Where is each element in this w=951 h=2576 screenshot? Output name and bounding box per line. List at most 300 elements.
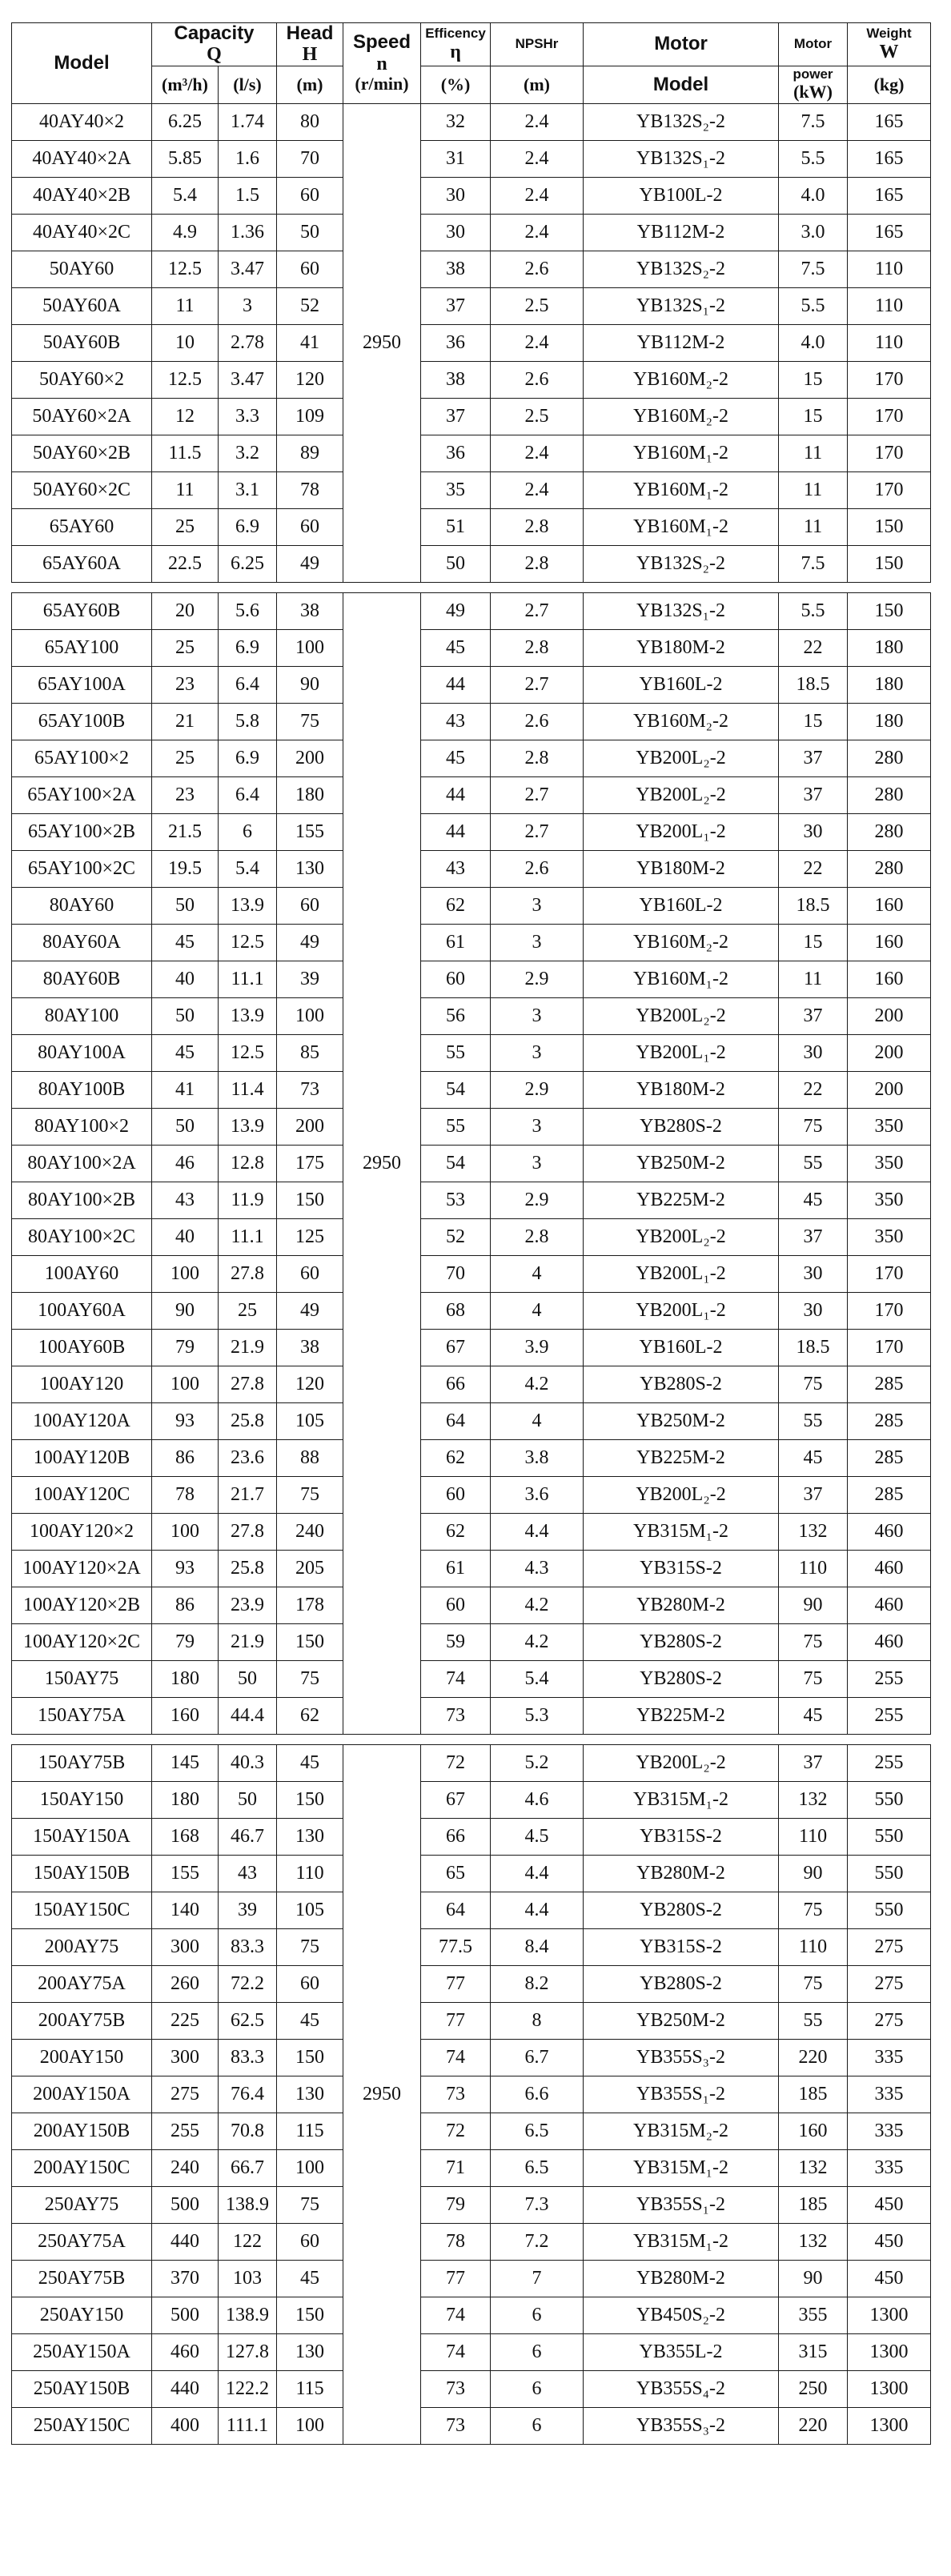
cell-motor-power: 75 bbox=[779, 1965, 848, 2002]
cell-capacity-m3h: 4.9 bbox=[152, 214, 219, 251]
cell-motor-model: YB160L-2 bbox=[584, 1329, 779, 1366]
cell-capacity-m3h: 100 bbox=[152, 1366, 219, 1402]
cell-capacity-ls: 12.5 bbox=[219, 1034, 277, 1071]
cell-weight: 285 bbox=[848, 1439, 931, 1476]
cell-weight: 200 bbox=[848, 1034, 931, 1071]
cell-npshr: 2.7 bbox=[491, 592, 584, 629]
cell-weight: 160 bbox=[848, 887, 931, 924]
table-row bbox=[12, 2407, 931, 2444]
cell-motor-model: YB280S-2 bbox=[584, 1965, 779, 2002]
cell-capacity-m3h: 12.5 bbox=[152, 251, 219, 287]
cell-model: 65AY100×2B bbox=[12, 813, 152, 850]
header-head-unit: (m) bbox=[277, 66, 343, 103]
cell-efficiency: 49 bbox=[421, 592, 491, 629]
cell-npshr: 4.4 bbox=[491, 1892, 584, 1928]
cell-weight: 335 bbox=[848, 2039, 931, 2076]
cell-weight: 255 bbox=[848, 1697, 931, 1734]
cell-weight: 350 bbox=[848, 1182, 931, 1218]
cell-model: 250AY75A bbox=[12, 2223, 152, 2260]
cell-capacity-ls: 27.8 bbox=[219, 1366, 277, 1402]
cell-head: 50 bbox=[277, 214, 343, 251]
cell-model: 150AY150C bbox=[12, 1892, 152, 1928]
cell-capacity-ls: 138.9 bbox=[219, 2186, 277, 2223]
cell-npshr: 2.7 bbox=[491, 666, 584, 703]
cell-motor-power: 110 bbox=[779, 1928, 848, 1965]
header-efficiency: Efficency η bbox=[421, 23, 491, 66]
cell-motor-power: 30 bbox=[779, 1255, 848, 1292]
cell-npshr: 3.9 bbox=[491, 1329, 584, 1366]
cell-capacity-ls: 23.6 bbox=[219, 1439, 277, 1476]
cell-motor-model: YB180M-2 bbox=[584, 1071, 779, 1108]
cell-weight: 170 bbox=[848, 1329, 931, 1366]
cell-capacity-ls: 6.9 bbox=[219, 629, 277, 666]
cell-head: 178 bbox=[277, 1587, 343, 1623]
cell-weight: 280 bbox=[848, 740, 931, 776]
table-row bbox=[12, 2297, 931, 2333]
cell-capacity-m3h: 12.5 bbox=[152, 361, 219, 398]
cell-npshr: 2.4 bbox=[491, 471, 584, 508]
cell-npshr: 7.2 bbox=[491, 2223, 584, 2260]
cell-motor-power: 15 bbox=[779, 703, 848, 740]
cell-capacity-m3h: 12 bbox=[152, 398, 219, 435]
cell-motor-model: YB200L₂-2 bbox=[584, 1476, 779, 1513]
cell-weight: 280 bbox=[848, 813, 931, 850]
cell-npshr: 2.9 bbox=[491, 961, 584, 997]
cell-efficiency: 64 bbox=[421, 1402, 491, 1439]
cell-npshr: 5.4 bbox=[491, 1660, 584, 1697]
cell-capacity-m3h: 40 bbox=[152, 1218, 219, 1255]
cell-motor-model: YB160M₂-2 bbox=[584, 924, 779, 961]
cell-capacity-m3h: 260 bbox=[152, 1965, 219, 2002]
cell-weight: 170 bbox=[848, 435, 931, 471]
cell-npshr: 2.6 bbox=[491, 251, 584, 287]
cell-head: 100 bbox=[277, 2407, 343, 2444]
cell-capacity-ls: 25 bbox=[219, 1292, 277, 1329]
cell-efficiency: 66 bbox=[421, 1366, 491, 1402]
cell-npshr: 2.6 bbox=[491, 703, 584, 740]
table-row bbox=[12, 1366, 931, 1402]
cell-efficiency: 54 bbox=[421, 1145, 491, 1182]
cell-motor-model: YB160M₁-2 bbox=[584, 508, 779, 545]
cell-motor-power: 18.5 bbox=[779, 666, 848, 703]
cell-capacity-ls: 1.74 bbox=[219, 103, 277, 140]
cell-model: 100AY60A bbox=[12, 1292, 152, 1329]
cell-model: 100AY60 bbox=[12, 1255, 152, 1292]
cell-motor-power: 11 bbox=[779, 435, 848, 471]
cell-motor-model: YB200L₁-2 bbox=[584, 1292, 779, 1329]
header-capacity-unit-m3h: (m³/h) bbox=[152, 66, 219, 103]
table-row bbox=[12, 1218, 931, 1255]
cell-capacity-ls: 11.1 bbox=[219, 961, 277, 997]
cell-weight: 150 bbox=[848, 508, 931, 545]
cell-model: 65AY100×2C bbox=[12, 850, 152, 887]
table-row bbox=[12, 740, 931, 776]
cell-npshr: 2.9 bbox=[491, 1071, 584, 1108]
cell-model: 200AY75B bbox=[12, 2002, 152, 2039]
cell-npshr: 8.2 bbox=[491, 1965, 584, 2002]
table-row bbox=[12, 2113, 931, 2149]
cell-head: 130 bbox=[277, 850, 343, 887]
table-row bbox=[12, 103, 931, 140]
cell-capacity-m3h: 20 bbox=[152, 592, 219, 629]
cell-efficiency: 62 bbox=[421, 1439, 491, 1476]
cell-efficiency: 36 bbox=[421, 435, 491, 471]
cell-head: 62 bbox=[277, 1697, 343, 1734]
cell-capacity-ls: 6 bbox=[219, 813, 277, 850]
cell-capacity-ls: 6.4 bbox=[219, 666, 277, 703]
cell-capacity-ls: 27.8 bbox=[219, 1513, 277, 1550]
cell-efficiency: 65 bbox=[421, 1855, 491, 1892]
cell-motor-power: 250 bbox=[779, 2370, 848, 2407]
cell-capacity-ls: 25.8 bbox=[219, 1402, 277, 1439]
cell-motor-model: YB160M₁-2 bbox=[584, 961, 779, 997]
cell-motor-model: YB132S₂-2 bbox=[584, 545, 779, 582]
cell-model: 100AY120 bbox=[12, 1366, 152, 1402]
cell-weight: 280 bbox=[848, 776, 931, 813]
table-row bbox=[12, 2076, 931, 2113]
cell-npshr: 2.4 bbox=[491, 214, 584, 251]
cell-capacity-m3h: 90 bbox=[152, 1292, 219, 1329]
cell-efficiency: 64 bbox=[421, 1892, 491, 1928]
table-row bbox=[12, 1513, 931, 1550]
cell-npshr: 2.6 bbox=[491, 361, 584, 398]
cell-efficiency: 52 bbox=[421, 1218, 491, 1255]
cell-model: 250AY75 bbox=[12, 2186, 152, 2223]
cell-capacity-m3h: 25 bbox=[152, 629, 219, 666]
cell-capacity-m3h: 19.5 bbox=[152, 850, 219, 887]
cell-motor-power: 355 bbox=[779, 2297, 848, 2333]
cell-motor-power: 185 bbox=[779, 2076, 848, 2113]
cell-capacity-ls: 50 bbox=[219, 1660, 277, 1697]
cell-weight: 165 bbox=[848, 214, 931, 251]
cell-efficiency: 38 bbox=[421, 251, 491, 287]
table-row bbox=[12, 1587, 931, 1623]
cell-model: 50AY60×2B bbox=[12, 435, 152, 471]
cell-capacity-ls: 72.2 bbox=[219, 1965, 277, 2002]
cell-efficiency: 73 bbox=[421, 2407, 491, 2444]
cell-npshr: 6 bbox=[491, 2370, 584, 2407]
cell-npshr: 2.8 bbox=[491, 629, 584, 666]
cell-model: 40AY40×2B bbox=[12, 177, 152, 214]
cell-motor-power: 4.0 bbox=[779, 324, 848, 361]
cell-motor-model: YB225M-2 bbox=[584, 1697, 779, 1734]
cell-motor-power: 37 bbox=[779, 776, 848, 813]
pump-spec-sheet bbox=[11, 22, 930, 2445]
cell-npshr: 4 bbox=[491, 1402, 584, 1439]
cell-motor-power: 5.5 bbox=[779, 287, 848, 324]
cell-npshr: 2.6 bbox=[491, 850, 584, 887]
cell-weight: 350 bbox=[848, 1145, 931, 1182]
cell-weight: 275 bbox=[848, 1928, 931, 1965]
table-row bbox=[12, 2149, 931, 2186]
cell-motor-power: 5.5 bbox=[779, 140, 848, 177]
cell-motor-model: YB280S-2 bbox=[584, 1108, 779, 1145]
cell-npshr: 4.3 bbox=[491, 1550, 584, 1587]
table-row bbox=[12, 140, 931, 177]
cell-efficiency: 55 bbox=[421, 1108, 491, 1145]
cell-weight: 285 bbox=[848, 1366, 931, 1402]
cell-motor-model: YB132S₂-2 bbox=[584, 103, 779, 140]
cell-npshr: 2.8 bbox=[491, 740, 584, 776]
cell-head: 175 bbox=[277, 1145, 343, 1182]
cell-capacity-m3h: 21 bbox=[152, 703, 219, 740]
cell-model: 150AY150B bbox=[12, 1855, 152, 1892]
cell-weight: 460 bbox=[848, 1550, 931, 1587]
cell-head: 150 bbox=[277, 1182, 343, 1218]
cell-motor-power: 75 bbox=[779, 1623, 848, 1660]
cell-model: 50AY60A bbox=[12, 287, 152, 324]
cell-capacity-m3h: 93 bbox=[152, 1550, 219, 1587]
cell-motor-model: YB160M₁-2 bbox=[584, 435, 779, 471]
cell-motor-model: YB280S-2 bbox=[584, 1660, 779, 1697]
cell-motor-model: YB132S₂-2 bbox=[584, 251, 779, 287]
cell-head: 130 bbox=[277, 2333, 343, 2370]
cell-npshr: 2.8 bbox=[491, 545, 584, 582]
cell-efficiency: 32 bbox=[421, 103, 491, 140]
cell-speed: 2950 bbox=[343, 1744, 421, 2444]
cell-motor-model: YB225M-2 bbox=[584, 1439, 779, 1476]
table-row bbox=[12, 324, 931, 361]
cell-capacity-ls: 3.47 bbox=[219, 361, 277, 398]
table-row bbox=[12, 471, 931, 508]
cell-capacity-ls: 25.8 bbox=[219, 1550, 277, 1587]
table-row bbox=[12, 666, 931, 703]
cell-capacity-m3h: 155 bbox=[152, 1855, 219, 1892]
cell-motor-power: 30 bbox=[779, 1034, 848, 1071]
cell-model: 150AY75A bbox=[12, 1697, 152, 1734]
table-row bbox=[12, 703, 931, 740]
cell-weight: 285 bbox=[848, 1402, 931, 1439]
cell-model: 100AY120×2A bbox=[12, 1550, 152, 1587]
table-row bbox=[12, 2370, 931, 2407]
cell-weight: 460 bbox=[848, 1623, 931, 1660]
cell-capacity-ls: 2.78 bbox=[219, 324, 277, 361]
cell-weight: 110 bbox=[848, 324, 931, 361]
table-row bbox=[12, 177, 931, 214]
cell-efficiency: 53 bbox=[421, 1182, 491, 1218]
cell-model: 50AY60B bbox=[12, 324, 152, 361]
cell-capacity-ls: 1.5 bbox=[219, 177, 277, 214]
cell-npshr: 8.4 bbox=[491, 1928, 584, 1965]
cell-head: 200 bbox=[277, 1108, 343, 1145]
cell-efficiency: 60 bbox=[421, 1476, 491, 1513]
cell-motor-power: 22 bbox=[779, 1071, 848, 1108]
cell-weight: 350 bbox=[848, 1108, 931, 1145]
cell-efficiency: 44 bbox=[421, 666, 491, 703]
cell-efficiency: 44 bbox=[421, 776, 491, 813]
cell-capacity-ls: 40.3 bbox=[219, 1744, 277, 1781]
cell-npshr: 2.4 bbox=[491, 103, 584, 140]
cell-motor-power: 15 bbox=[779, 398, 848, 435]
table-row bbox=[12, 1550, 931, 1587]
cell-efficiency: 72 bbox=[421, 2113, 491, 2149]
cell-motor-power: 90 bbox=[779, 1855, 848, 1892]
cell-head: 130 bbox=[277, 1818, 343, 1855]
cell-model: 40AY40×2 bbox=[12, 103, 152, 140]
cell-capacity-ls: 3.1 bbox=[219, 471, 277, 508]
cell-motor-model: YB160M₂-2 bbox=[584, 398, 779, 435]
pump-spec-table bbox=[11, 22, 931, 2445]
cell-capacity-ls: 62.5 bbox=[219, 2002, 277, 2039]
header-efficiency-unit: (%) bbox=[421, 66, 491, 103]
cell-capacity-m3h: 300 bbox=[152, 2039, 219, 2076]
cell-efficiency: 54 bbox=[421, 1071, 491, 1108]
cell-model: 250AY75B bbox=[12, 2260, 152, 2297]
cell-capacity-m3h: 100 bbox=[152, 1513, 219, 1550]
cell-head: 90 bbox=[277, 666, 343, 703]
cell-capacity-m3h: 79 bbox=[152, 1623, 219, 1660]
cell-capacity-ls: 6.9 bbox=[219, 508, 277, 545]
cell-weight: 150 bbox=[848, 545, 931, 582]
cell-motor-model: YB280M-2 bbox=[584, 2260, 779, 2297]
cell-weight: 550 bbox=[848, 1892, 931, 1928]
cell-efficiency: 77 bbox=[421, 2002, 491, 2039]
cell-motor-power: 7.5 bbox=[779, 251, 848, 287]
cell-npshr: 2.5 bbox=[491, 398, 584, 435]
table-row bbox=[12, 1329, 931, 1366]
cell-motor-power: 185 bbox=[779, 2186, 848, 2223]
cell-npshr: 2.7 bbox=[491, 813, 584, 850]
cell-weight: 275 bbox=[848, 2002, 931, 2039]
cell-efficiency: 60 bbox=[421, 1587, 491, 1623]
cell-weight: 160 bbox=[848, 961, 931, 997]
header-motor-power-line2: power (kW) bbox=[779, 66, 848, 103]
cell-npshr: 3 bbox=[491, 1034, 584, 1071]
cell-capacity-m3h: 50 bbox=[152, 887, 219, 924]
cell-capacity-m3h: 10 bbox=[152, 324, 219, 361]
table-row bbox=[12, 887, 931, 924]
cell-capacity-m3h: 43 bbox=[152, 1182, 219, 1218]
cell-motor-model: YB280M-2 bbox=[584, 1855, 779, 1892]
table-row bbox=[12, 1855, 931, 1892]
cell-efficiency: 56 bbox=[421, 997, 491, 1034]
cell-capacity-m3h: 145 bbox=[152, 1744, 219, 1781]
header-npshr: NPSHr bbox=[491, 23, 584, 66]
cell-motor-power: 55 bbox=[779, 1402, 848, 1439]
cell-head: 73 bbox=[277, 1071, 343, 1108]
cell-model: 150AY150 bbox=[12, 1781, 152, 1818]
cell-efficiency: 73 bbox=[421, 1697, 491, 1734]
cell-capacity-m3h: 45 bbox=[152, 1034, 219, 1071]
cell-weight: 335 bbox=[848, 2149, 931, 2186]
cell-npshr: 3.6 bbox=[491, 1476, 584, 1513]
cell-model: 80AY100B bbox=[12, 1071, 152, 1108]
table-row bbox=[12, 251, 931, 287]
cell-motor-model: YB160M₁-2 bbox=[584, 471, 779, 508]
cell-efficiency: 35 bbox=[421, 471, 491, 508]
table-row bbox=[12, 2223, 931, 2260]
cell-motor-model: YB200L₂-2 bbox=[584, 1744, 779, 1781]
header-capacity-unit-ls: (l/s) bbox=[219, 66, 277, 103]
cell-head: 60 bbox=[277, 887, 343, 924]
cell-motor-power: 110 bbox=[779, 1550, 848, 1587]
cell-weight: 170 bbox=[848, 361, 931, 398]
cell-motor-power: 45 bbox=[779, 1697, 848, 1734]
header-npshr-unit: (m) bbox=[491, 66, 584, 103]
cell-head: 105 bbox=[277, 1402, 343, 1439]
table-row bbox=[12, 961, 931, 997]
cell-capacity-ls: 13.9 bbox=[219, 997, 277, 1034]
cell-motor-power: 75 bbox=[779, 1892, 848, 1928]
cell-npshr: 5.3 bbox=[491, 1697, 584, 1734]
cell-motor-model: YB225M-2 bbox=[584, 1182, 779, 1218]
cell-model: 65AY100×2 bbox=[12, 740, 152, 776]
cell-weight: 460 bbox=[848, 1587, 931, 1623]
table-row bbox=[12, 2186, 931, 2223]
cell-head: 60 bbox=[277, 251, 343, 287]
cell-capacity-ls: 6.9 bbox=[219, 740, 277, 776]
cell-capacity-m3h: 86 bbox=[152, 1587, 219, 1623]
cell-efficiency: 60 bbox=[421, 961, 491, 997]
cell-motor-power: 15 bbox=[779, 924, 848, 961]
cell-capacity-m3h: 140 bbox=[152, 1892, 219, 1928]
cell-motor-model: YB315M₁-2 bbox=[584, 2149, 779, 2186]
cell-npshr: 7 bbox=[491, 2260, 584, 2297]
cell-efficiency: 30 bbox=[421, 214, 491, 251]
cell-efficiency: 74 bbox=[421, 2297, 491, 2333]
cell-capacity-m3h: 275 bbox=[152, 2076, 219, 2113]
cell-model: 100AY120C bbox=[12, 1476, 152, 1513]
cell-capacity-ls: 11.4 bbox=[219, 1071, 277, 1108]
cell-efficiency: 72 bbox=[421, 1744, 491, 1781]
cell-capacity-ls: 3.47 bbox=[219, 251, 277, 287]
cell-capacity-ls: 83.3 bbox=[219, 2039, 277, 2076]
cell-efficiency: 36 bbox=[421, 324, 491, 361]
cell-capacity-m3h: 500 bbox=[152, 2297, 219, 2333]
cell-capacity-ls: 66.7 bbox=[219, 2149, 277, 2186]
header-motor-power: Motor bbox=[779, 23, 848, 66]
header-motor-model-line2: Model bbox=[584, 66, 779, 103]
cell-head: 150 bbox=[277, 1781, 343, 1818]
table-row bbox=[12, 1892, 931, 1928]
cell-capacity-m3h: 50 bbox=[152, 997, 219, 1034]
cell-weight: 165 bbox=[848, 140, 931, 177]
cell-efficiency: 37 bbox=[421, 287, 491, 324]
cell-model: 50AY60×2C bbox=[12, 471, 152, 508]
table-row bbox=[12, 776, 931, 813]
cell-motor-power: 37 bbox=[779, 1218, 848, 1255]
cell-npshr: 4 bbox=[491, 1292, 584, 1329]
cell-model: 80AY100×2 bbox=[12, 1108, 152, 1145]
cell-model: 200AY75 bbox=[12, 1928, 152, 1965]
cell-npshr: 4.2 bbox=[491, 1623, 584, 1660]
cell-motor-model: YB315M₂-2 bbox=[584, 2113, 779, 2149]
cell-head: 105 bbox=[277, 1892, 343, 1928]
cell-head: 110 bbox=[277, 1855, 343, 1892]
cell-npshr: 6.5 bbox=[491, 2113, 584, 2149]
cell-head: 89 bbox=[277, 435, 343, 471]
cell-head: 49 bbox=[277, 1292, 343, 1329]
cell-motor-power: 110 bbox=[779, 1818, 848, 1855]
cell-head: 200 bbox=[277, 740, 343, 776]
cell-head: 60 bbox=[277, 1255, 343, 1292]
cell-motor-model: YB355L-2 bbox=[584, 2333, 779, 2370]
cell-weight: 550 bbox=[848, 1855, 931, 1892]
cell-model: 50AY60×2 bbox=[12, 361, 152, 398]
cell-model: 50AY60×2A bbox=[12, 398, 152, 435]
cell-motor-model: YB100L-2 bbox=[584, 177, 779, 214]
cell-npshr: 4.6 bbox=[491, 1781, 584, 1818]
cell-motor-power: 90 bbox=[779, 1587, 848, 1623]
cell-capacity-m3h: 400 bbox=[152, 2407, 219, 2444]
cell-capacity-ls: 50 bbox=[219, 1781, 277, 1818]
cell-motor-power: 3.0 bbox=[779, 214, 848, 251]
table-row bbox=[12, 1818, 931, 1855]
cell-efficiency: 43 bbox=[421, 703, 491, 740]
cell-weight: 450 bbox=[848, 2186, 931, 2223]
cell-head: 38 bbox=[277, 1329, 343, 1366]
cell-npshr: 6.6 bbox=[491, 2076, 584, 2113]
